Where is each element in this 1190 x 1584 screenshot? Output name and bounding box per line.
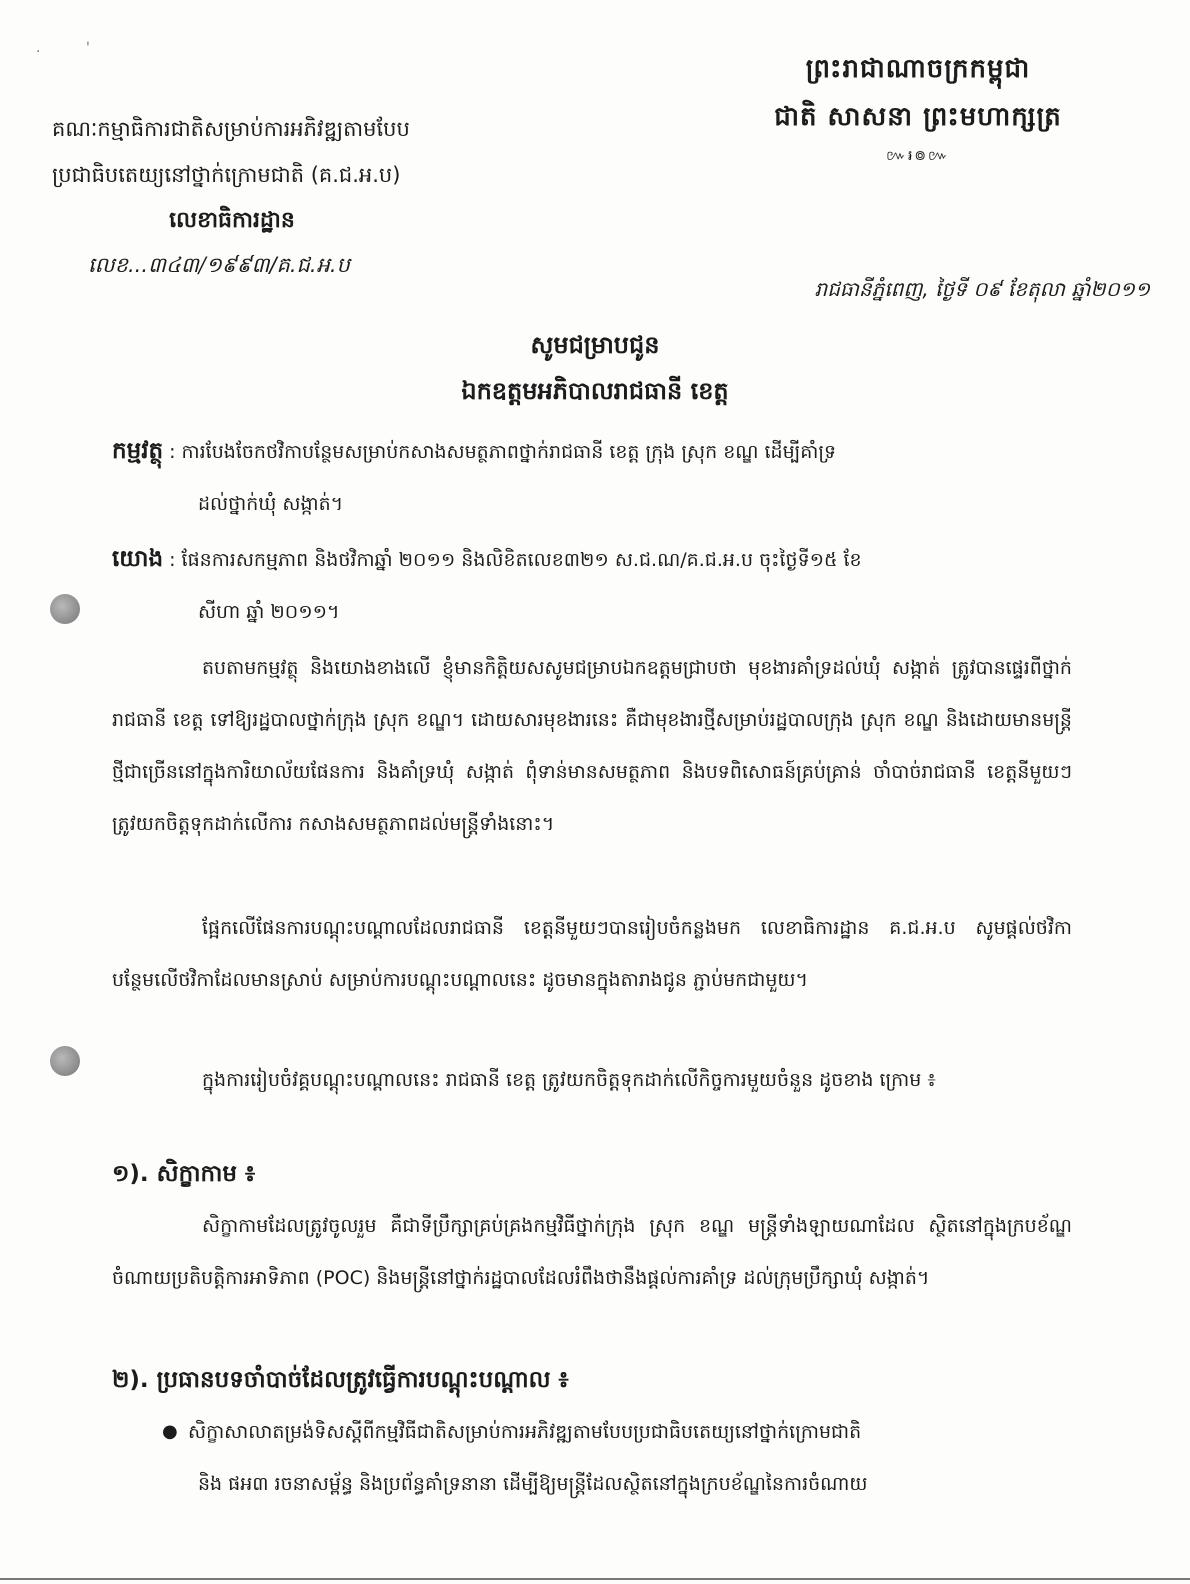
ref-handwritten: ៣៤៣/១៩៩៣	[148, 253, 270, 277]
body-paragraph-2: ផ្អែកលើផែនការបណ្តុះបណ្តាលដែលរាជធានី ខេត្តនីមួយៗបានរៀបចំកន្លងមក លេខាធិការដ្ឋាន គ.ជ.អ.ប សូមផ្តល់ថវិកាបន្ថែមលើថវិកាដែលមានស្រាប់ សម្រាប់ការបណ្តុះបណ្តាលនេះ ដូចមានក្នុងតារាងជូន ភ្ជាប់មកជាមួយ។	[112, 917, 1072, 991]
reference-text-cont: សីហា ឆ្នាំ ២០១១។	[198, 601, 340, 623]
addressee-line1: សូមជម្រាបជូន	[530, 331, 660, 359]
scan-speck: ·	[36, 44, 41, 60]
document-date: រាជធានីភ្នំពេញ, ថ្ងៃទី ០៩ ខែតុលា ឆ្នាំ២០១១	[814, 277, 1150, 301]
subject-text: : ការបែងចែកថវិកាបន្ថែមសម្រាប់កសាងសមត្ថភាពថ្នាក់រាជធានី ខេត្ត ក្រុង ស្រុក ខណ្ឌ ដើម្បីគាំទ្រ	[169, 441, 837, 463]
reference-text: : ផែនការសកម្មភាព និងថវិកាឆ្នាំ ២០១១ និងលិខិតលេខ៣២១ ស.ជ.ណ/គ.ជ.អ.ប ចុះថ្ងៃទី១៥ ខែ	[169, 549, 862, 571]
list-item	[162, 1406, 1070, 1510]
ref-suffix: /គ.ជ.អ.ប	[269, 253, 350, 277]
reference-block	[112, 533, 1072, 638]
national-header	[718, 52, 1118, 167]
kingdom-title: ព្រះរាជាណាចក្រកម្ពុជា	[805, 54, 1031, 84]
page-bottom-edge	[0, 1578, 1190, 1580]
body-paragraph-1: តបតាមកម្មវត្ថុ និងយោងខាងលើ ខ្ញុំមានកិត្តិយសសូមជម្រាបឯកឧត្តមជ្រាបថា មុខងារគាំទ្រដល់ឃុំ សង្កាត់ ត្រូវបានផ្ទេរពីថ្នាក់រាជធានី ខេត្ត ទៅឱ្យរដ្ឋបាលថ្នាក់ក្រុង ស្រុក ខណ្ឌ។ ដោយសារមុខងារនេះ គឺជាមុខងារថ្មីសម្រាប់រដ្ឋបាលក្រុង ស្រុក ខណ្ឌ និងដោយមានមន្ត្រីថ្មីជាច្រើននៅក្នុងការិយាល័យផែនការ និងគាំទ្រឃុំ សង្កាត់ ពុំទាន់មានសមត្ថភាព និងបទពិសោធន៍គ្រប់គ្រាន់ ចាំបាច់រាជធានី ខេត្តនីមួយៗត្រូវយកចិត្តទុកដាក់លើការ កសាងសមត្ថភាពដល់មន្ត្រីទាំងនោះ។	[112, 657, 1072, 835]
subject-block	[112, 425, 1072, 530]
list-item-text-cont: និង ផអ៣ រចនាសម្ព័ន្ធ និងប្រព័ន្ធគាំទ្រនានា ដើម្បីឱ្យមន្ត្រីដែលស្ថិតនៅក្នុងក្របខ័ណ្ឌនៃការចំណាយ	[198, 1473, 868, 1495]
reference-number	[88, 252, 350, 283]
body-paragraph-3: ក្នុងការរៀបចំវគ្គបណ្តុះបណ្តាលនេះ រាជធានី ខេត្ត ត្រូវយកចិត្តទុកដាក់លើកិច្ចការមួយចំនួន ដូចខាង ក្រោម ៖	[202, 1069, 936, 1091]
scan-speck: '	[86, 40, 90, 56]
subject-text-cont: ដល់ថ្នាក់ឃុំ សង្កាត់។	[198, 493, 344, 515]
addressee-line2: ឯកឧត្តមអភិបាលរាជធានី ខេត្ត	[461, 377, 729, 405]
punch-hole	[50, 594, 80, 624]
org-name-line2: ប្រជាធិបតេយ្យនៅថ្នាក់ក្រោមជាតិ (គ.ជ.អ.ប)	[52, 163, 401, 187]
section-heading-participants: ១). សិក្ខាកាម ៖	[112, 1161, 256, 1187]
ornament-divider: ៚៛៙៚	[886, 148, 950, 164]
ref-prefix: លេខ...	[88, 253, 149, 277]
section-participants-text: សិក្ខាកាមដែលត្រូវចូលរួម គឺជាទីប្រឹក្សាគ្រប់គ្រងកម្មវិធីថ្នាក់ក្រុង ស្រុក ខណ្ឌ មន្ត្រីទាំងឡាយណាដែល ស្ថិតនៅក្នុងក្របខ័ណ្ឌចំណាយប្រតិបត្តិការអាទិភាព (POC) និងមន្ត្រីនៅថ្នាក់រដ្ឋបាលដែលរំពឹងថានឹងផ្តល់ការគាំទ្រ ដល់ក្រុមប្រឹក្សាឃុំ សង្កាត់។	[112, 1215, 1072, 1289]
list-item-text: សិក្ខាសាលាតម្រង់ទិសស្តីពីកម្មវិធីជាតិសម្រាប់ការអភិវឌ្ឍតាមបែបប្រជាធិបតេយ្យនៅថ្នាក់ក្រោមជាតិ	[188, 1421, 862, 1443]
department-name: លេខាធិការដ្ឋាន	[169, 208, 295, 233]
organization-header	[52, 106, 412, 244]
reference-label: យោង	[112, 546, 164, 572]
subject-label: កម្មវត្ថុ	[112, 438, 164, 464]
national-motto: ជាតិ សាសនា ព្រះមហាក្សត្រ	[774, 102, 1062, 132]
punch-hole	[50, 1046, 80, 1076]
org-name-line1: គណៈកម្មាធិការជាតិសម្រាប់ការអភិវឌ្ឍតាមបែប	[52, 117, 410, 141]
bullet-icon: ●	[162, 1421, 178, 1442]
section-heading-topics: ២). ប្រធានបទចាំបាច់ដែលត្រូវធ្វើការបណ្តុះបណ្តាល ៖	[112, 1367, 569, 1393]
